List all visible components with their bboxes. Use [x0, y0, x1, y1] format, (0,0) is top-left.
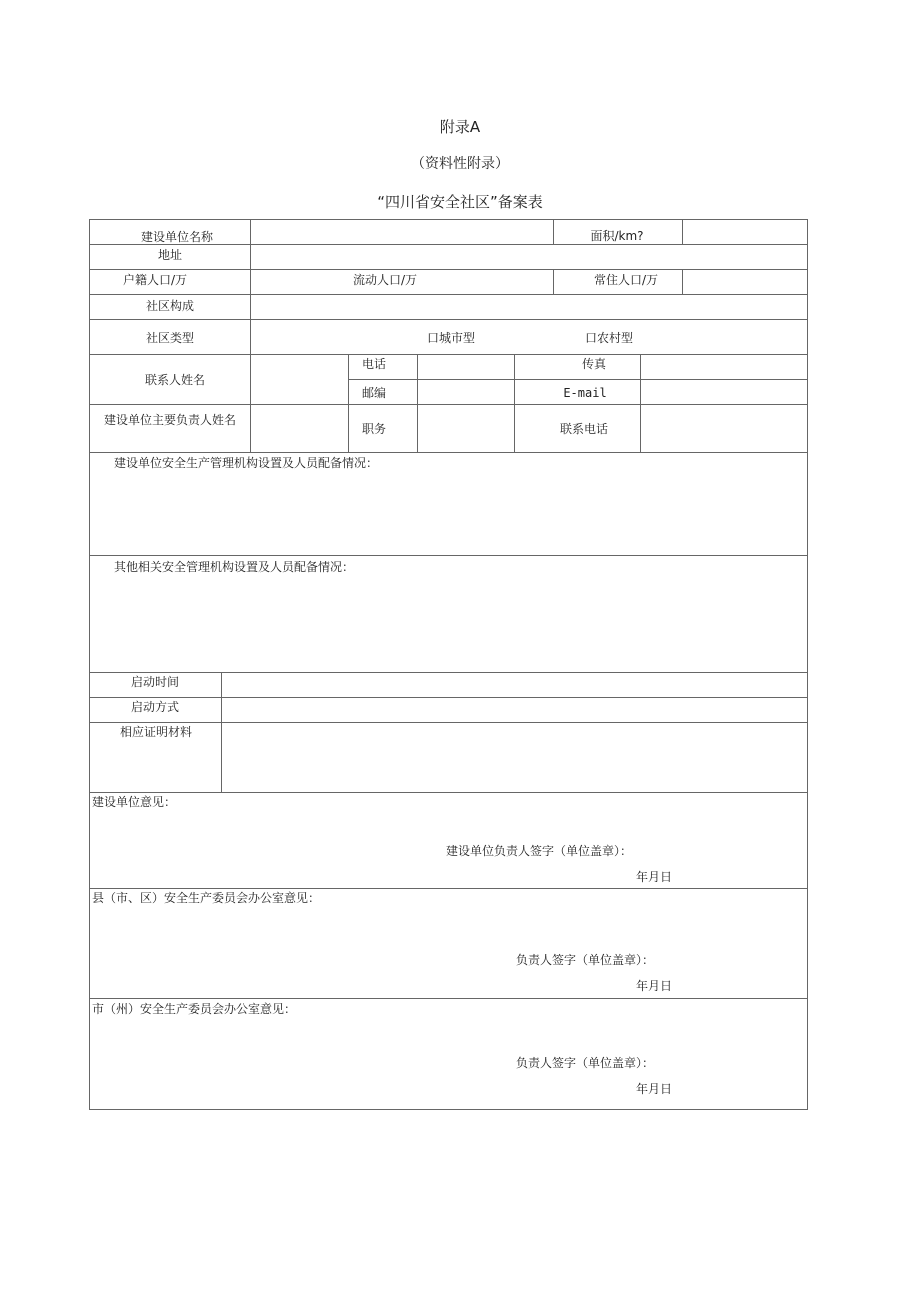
- grid-line: [90, 269, 807, 270]
- county-opinion-signature: 负责人签字（单位盖章）：: [516, 953, 655, 967]
- county-opinion-label: 县（市、区）安全生产委员会办公室意见：: [92, 891, 321, 905]
- leader-name-label: 建设单位主要负责人姓名: [103, 413, 237, 427]
- grid-line: [417, 354, 418, 452]
- unit-name-field[interactable]: [259, 221, 549, 243]
- appendix-title: 附录A: [439, 118, 481, 136]
- grid-line: [90, 672, 807, 673]
- other-org-staffing-label: 其他相关安全管理机构设置及人员配备情况：: [114, 560, 355, 574]
- grid-line: [90, 555, 807, 556]
- county-opinion-date: 年月日: [635, 979, 672, 993]
- postcode-field[interactable]: [421, 382, 511, 402]
- grid-line: [90, 722, 807, 723]
- contact-tel-field[interactable]: [644, 407, 804, 449]
- appendix-note: （资料性附录）: [411, 156, 509, 172]
- grid-line: [90, 354, 807, 355]
- grid-line: [682, 220, 683, 244]
- grid-line: [90, 244, 807, 245]
- grid-line: [90, 697, 807, 698]
- address-label: 地址: [157, 248, 183, 262]
- position-label: 职务: [362, 422, 387, 436]
- launch-mode-label: 启动方式: [130, 700, 180, 714]
- grid-line: [250, 220, 251, 452]
- city-opinion-label: 市（州）安全生产委员会办公室意见：: [92, 1002, 297, 1016]
- other-org-staffing-field[interactable]: [95, 578, 803, 668]
- grid-line: [640, 354, 641, 452]
- address-field[interactable]: [259, 246, 803, 268]
- grid-line: [553, 269, 554, 294]
- leader-name-field[interactable]: [255, 407, 343, 449]
- launch-time-label: 启动时间: [130, 675, 180, 689]
- contact-name-field[interactable]: [255, 357, 343, 401]
- option-urban[interactable]: 口城市型: [426, 331, 476, 345]
- option-rural[interactable]: 口农村型: [584, 331, 634, 345]
- grid-line: [90, 319, 807, 320]
- form-title: “四川省安全社区”备案表: [377, 193, 543, 211]
- postcode-label: 邮编: [362, 386, 387, 400]
- grid-line: [90, 404, 807, 405]
- position-field[interactable]: [421, 407, 511, 449]
- area-field[interactable]: [688, 221, 802, 243]
- resident-population-label: 常住人口/万: [593, 273, 659, 287]
- phone-label: 电话: [362, 357, 387, 371]
- email-label: E-mail: [563, 386, 607, 400]
- unit-org-staffing-label: 建设单位安全生产管理机构设置及人员配备情况：: [114, 456, 379, 470]
- area-label: 面积/km?: [590, 229, 644, 243]
- grid-line: [90, 792, 807, 793]
- phone-field[interactable]: [421, 357, 511, 377]
- grid-line: [514, 354, 515, 452]
- resident-population-field[interactable]: [688, 271, 802, 293]
- grid-line: [90, 888, 807, 889]
- city-opinion-signature: 负责人签字（单位盖章）：: [516, 1056, 655, 1070]
- grid-line: [90, 452, 807, 453]
- grid-line: [90, 998, 807, 999]
- fax-label: 传真: [581, 357, 607, 371]
- city-opinion-date: 年月日: [635, 1082, 672, 1096]
- grid-line: [221, 672, 222, 792]
- fax-field[interactable]: [644, 357, 804, 377]
- unit-opinion-label: 建设单位意见：: [92, 795, 177, 809]
- contact-name-label: 联系人姓名: [144, 373, 206, 387]
- grid-line: [553, 220, 554, 244]
- grid-line: [90, 294, 807, 295]
- proof-materials-field[interactable]: [226, 724, 804, 790]
- floating-population-label: 流动人口/万: [352, 273, 418, 287]
- unit-opinion-signature: 建设单位负责人签字（单位盖章）：: [446, 844, 633, 858]
- composition-label: 社区构成: [145, 299, 195, 313]
- unit-name-label: 建设单位名称: [140, 230, 214, 244]
- unit-org-staffing-field[interactable]: [95, 474, 803, 550]
- composition-field[interactable]: [259, 296, 803, 318]
- launch-mode-field[interactable]: [226, 699, 804, 720]
- community-type-label: 社区类型: [145, 331, 195, 345]
- contact-tel-label: 联系电话: [559, 422, 609, 436]
- grid-line: [348, 354, 349, 452]
- grid-line: [682, 269, 683, 294]
- registered-population-label: 户籍人口/万: [122, 273, 188, 287]
- launch-time-field[interactable]: [226, 674, 804, 695]
- unit-opinion-date: 年月日: [635, 870, 672, 884]
- proof-materials-label: 相应证明材料: [119, 725, 193, 739]
- email-field[interactable]: [644, 382, 804, 402]
